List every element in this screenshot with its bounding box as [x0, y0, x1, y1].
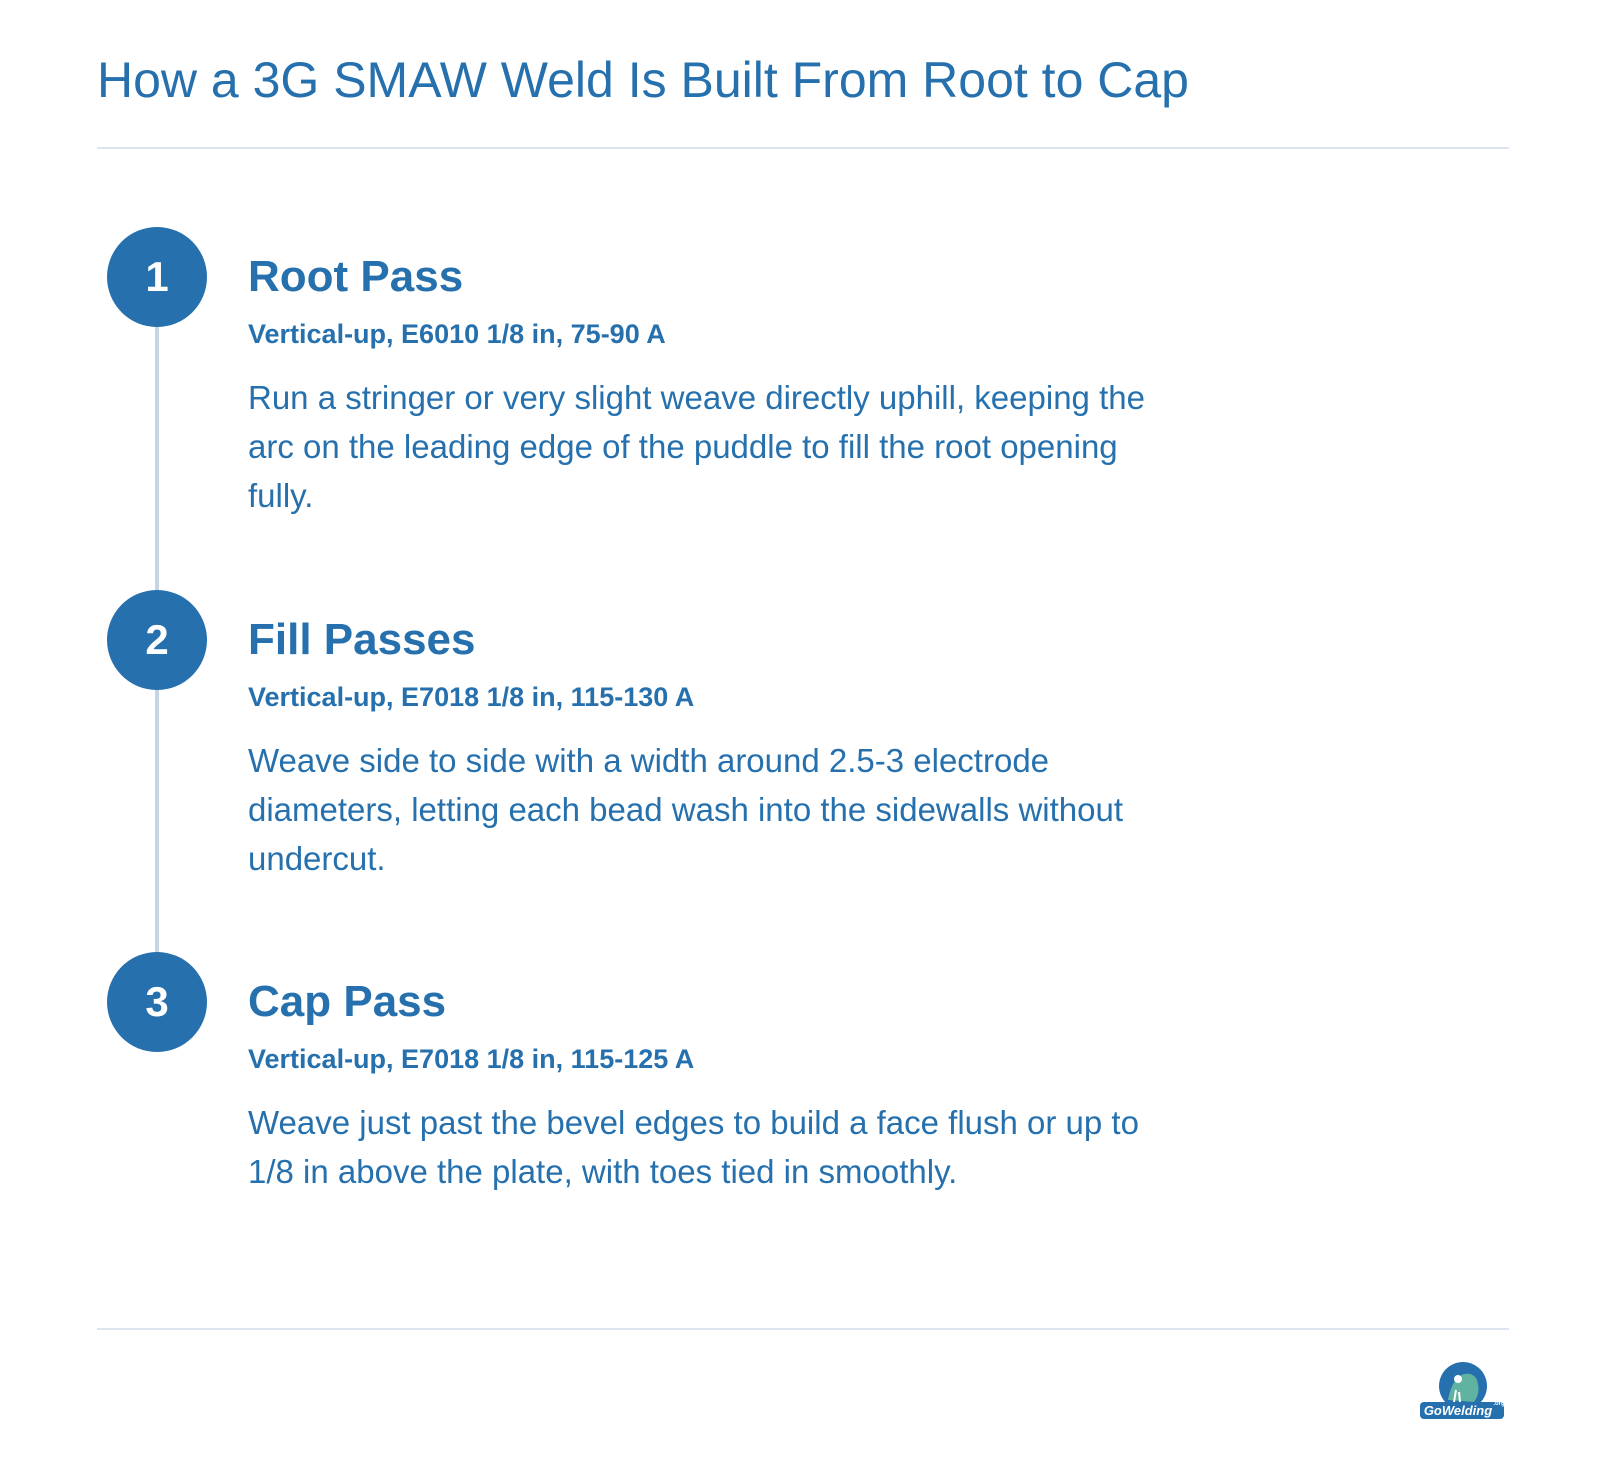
- logo-suffix: .org: [1493, 1401, 1505, 1407]
- step-1-description: Run a stringer or very slight weave directly uphill, keeping the arc on the leading edge of the puddle to fill the root opening fully.: [248, 379, 1145, 514]
- step-3: [248, 974, 1198, 1196]
- step-3-title: Cap Pass: [248, 977, 447, 1026]
- step-2: [248, 612, 1198, 883]
- step-2-title: Fill Passes: [248, 615, 476, 664]
- logo-text: GoWelding: [1423, 1403, 1493, 1418]
- step-3-number-badge: 3: [107, 952, 207, 1052]
- step-2-number-badge: 2: [107, 590, 207, 690]
- bottom-divider: [97, 1328, 1509, 1330]
- gowelding-logo-icon: [1418, 1360, 1508, 1422]
- step-1: [248, 249, 1198, 520]
- step-3-description: Weave just past the bevel edges to build a face flush or up to 1/8 in above the plate, with toes tied in smoothly.: [248, 1104, 1139, 1190]
- step-3-parameters: Vertical-up, E7018 1/8 in, 115-125 A: [248, 1044, 695, 1074]
- step-1-title: Root Pass: [248, 252, 464, 301]
- step-1-number-badge: 1: [107, 227, 207, 327]
- step-1-parameters: Vertical-up, E6010 1/8 in, 75-90 A: [248, 319, 666, 349]
- step-2-description: Weave side to side with a width around 2.5-3 electrode diameters, letting each bead wash into the sidewalls without undercut.: [248, 742, 1123, 877]
- page-title: How a 3G SMAW Weld Is Built From Root to Cap: [97, 52, 1189, 108]
- top-divider: [97, 147, 1509, 149]
- step-2-parameters: Vertical-up, E7018 1/8 in, 115-130 A: [248, 682, 695, 712]
